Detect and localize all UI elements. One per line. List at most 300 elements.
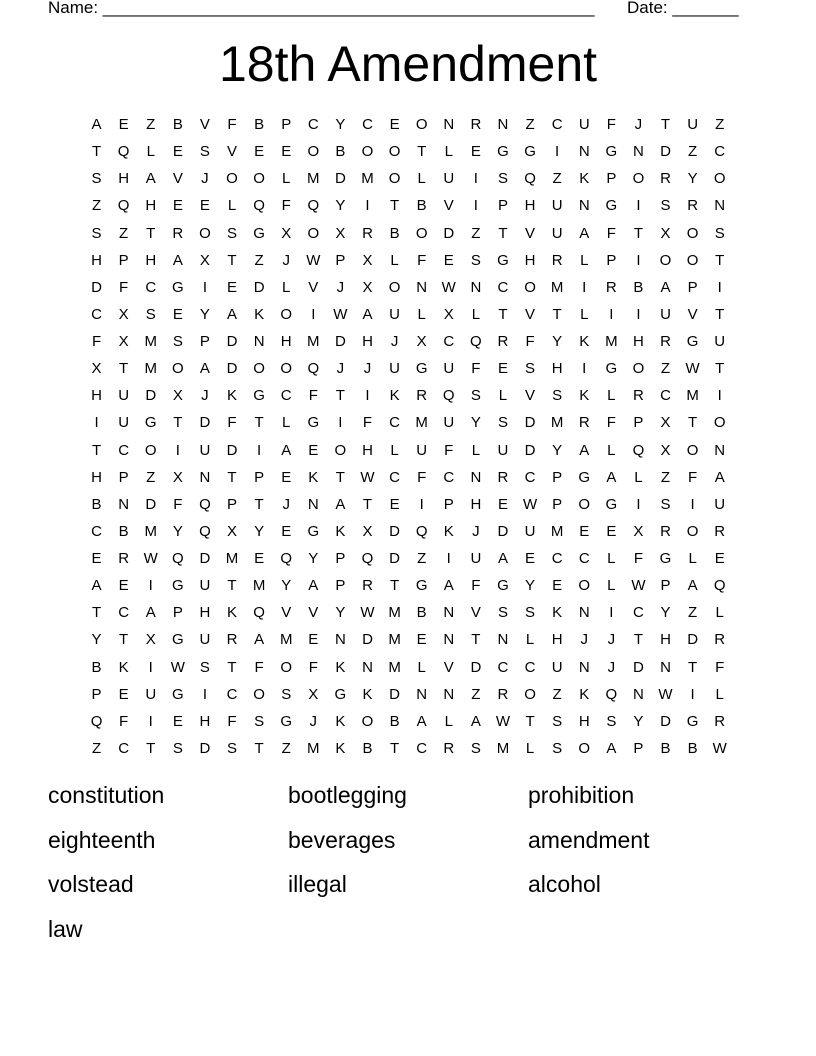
grid-letter: R xyxy=(497,468,509,486)
grid-letter: R xyxy=(362,224,373,242)
grid-letter: M xyxy=(279,631,293,649)
grid-letter: I xyxy=(338,414,343,432)
grid-row xyxy=(83,274,733,301)
grid-letter: I xyxy=(148,712,153,730)
grid-letter: N xyxy=(443,631,455,649)
grid-letter: A xyxy=(606,468,617,486)
grid-letter: V xyxy=(525,387,536,405)
grid-letter: O xyxy=(578,495,591,513)
grid-letter: B xyxy=(362,739,373,757)
grid-letter: G xyxy=(605,197,618,215)
grid-letter: A xyxy=(579,224,590,242)
grid-letter: Q xyxy=(470,333,482,350)
grid-row xyxy=(83,545,733,572)
grid-letter: N xyxy=(334,631,346,649)
grid-letter: X xyxy=(199,251,210,269)
grid-letter: T xyxy=(254,495,264,513)
grid-letter: O xyxy=(713,414,726,432)
grid-letter: N xyxy=(199,468,211,486)
grid-letter: F xyxy=(633,550,643,567)
grid-letter: E xyxy=(281,143,292,161)
grid-letter: Q xyxy=(199,522,211,540)
grid-letter: Y xyxy=(172,522,183,540)
grid-letter: B xyxy=(389,224,400,242)
grid-letter: Z xyxy=(91,197,102,215)
grid-letter: M xyxy=(686,387,699,405)
grid-letter: A xyxy=(91,116,102,133)
grid-letter: Z xyxy=(281,739,291,757)
grid-letter: J xyxy=(607,631,616,649)
grid-letter: O xyxy=(686,251,699,269)
grid-letter: P xyxy=(552,468,563,486)
grid-letter: X xyxy=(145,631,156,649)
grid-letter: H xyxy=(91,251,102,269)
grid-letter: C xyxy=(91,522,102,540)
grid-letter: W xyxy=(658,685,673,703)
grid-letter: D xyxy=(199,414,211,432)
grid-letter: X xyxy=(281,224,292,242)
grid-letter: G xyxy=(253,387,265,405)
grid-row xyxy=(83,165,733,192)
grid-letter: C xyxy=(118,739,130,757)
grid-letter: V xyxy=(281,604,292,622)
grid-letter: B xyxy=(172,116,183,133)
grid-row xyxy=(83,382,733,409)
grid-letter: O xyxy=(578,739,591,757)
grid-letter: N xyxy=(497,116,509,133)
grid-letter: O xyxy=(280,305,293,323)
grid-letter: T xyxy=(660,116,671,133)
grid-letter: I xyxy=(690,495,695,513)
grid-letter: N xyxy=(497,631,509,649)
grid-letter: P xyxy=(606,251,617,269)
grid-letter: T xyxy=(417,143,427,161)
grid-letter: J xyxy=(580,631,588,649)
grid-letter: N xyxy=(714,197,726,215)
grid-letter: Y xyxy=(308,550,319,567)
grid-letter: G xyxy=(605,360,618,378)
grid-letter: S xyxy=(470,251,481,269)
grid-letter: V xyxy=(687,305,698,323)
grid-letter: X xyxy=(633,522,644,540)
grid-letter: F xyxy=(444,441,454,459)
grid-letter: L xyxy=(444,712,453,730)
grid-letter: V xyxy=(308,278,319,296)
grid-letter: T xyxy=(498,305,508,323)
grid-letter: M xyxy=(252,577,266,595)
grid-letter: X xyxy=(308,685,319,703)
grid-letter: R xyxy=(172,224,184,242)
grid-letter: Q xyxy=(253,197,265,215)
grid-letter: B xyxy=(687,739,698,757)
grid-letter: O xyxy=(334,441,347,459)
grid-letter: Q xyxy=(117,143,130,161)
grid-letter: T xyxy=(552,305,562,323)
grid-row xyxy=(83,518,733,545)
grid-letter: N xyxy=(443,604,455,622)
grid-letter: H xyxy=(578,712,590,730)
grid-letter: I xyxy=(365,197,370,215)
grid-letter: L xyxy=(146,143,155,161)
grid-letter: I xyxy=(690,685,695,703)
grid-letter: R xyxy=(714,712,726,730)
grid-letter: K xyxy=(579,170,590,188)
grid-letter: X xyxy=(362,278,373,296)
grid-letter: O xyxy=(632,170,645,188)
grid-letter: C xyxy=(551,116,563,133)
grid-letter: D xyxy=(633,658,644,676)
grid-letter: G xyxy=(686,333,699,350)
grid-letter: G xyxy=(686,712,699,730)
word-list-item: illegal xyxy=(288,871,347,897)
grid-letter: E xyxy=(281,468,292,486)
grid-letter: I xyxy=(473,170,478,188)
grid-letter: S xyxy=(660,197,671,215)
grid-letter: G xyxy=(605,143,618,161)
word-list-item: volstead xyxy=(48,871,134,897)
grid-letter: S xyxy=(470,739,481,757)
grid-letter: J xyxy=(607,658,616,676)
grid-letter: D xyxy=(145,495,157,513)
grid-letter: B xyxy=(660,739,671,757)
grid-letter: S xyxy=(254,712,265,730)
grid-letter: W xyxy=(306,251,321,269)
grid-row xyxy=(83,437,733,464)
grid-row xyxy=(83,654,733,681)
grid-letter: E xyxy=(389,495,400,513)
grid-letter: I xyxy=(311,305,316,323)
grid-letter: R xyxy=(660,333,671,350)
grid-letter: N xyxy=(443,685,455,703)
grid-letter: M xyxy=(307,333,320,350)
word-list-row xyxy=(48,777,768,822)
grid-letter: G xyxy=(524,143,536,161)
grid-letter: C xyxy=(226,685,238,703)
grid-letter: E xyxy=(227,278,238,296)
grid-letter: X xyxy=(660,441,671,459)
grid-letter: U xyxy=(389,360,400,378)
grid-letter: O xyxy=(524,278,536,296)
grid-letter: L xyxy=(715,685,724,703)
grid-letter: S xyxy=(497,170,508,188)
grid-letter: W xyxy=(143,550,158,567)
grid-letter: N xyxy=(118,495,130,513)
grid-letter: S xyxy=(552,739,563,757)
grid-letter: K xyxy=(254,305,265,323)
grid-letter: L xyxy=(607,387,616,405)
grid-letter: I xyxy=(717,278,722,296)
grid-letter: I xyxy=(175,441,180,459)
grid-letter: U xyxy=(687,116,699,133)
grid-letter: Q xyxy=(90,712,103,730)
grid-letter: H xyxy=(145,197,157,215)
grid-letter: D xyxy=(226,333,238,350)
grid-letter: Q xyxy=(307,197,320,215)
grid-letter: L xyxy=(607,577,616,595)
grid-letter: D xyxy=(660,143,671,161)
grid-letter: L xyxy=(282,414,291,432)
grid-letter: R xyxy=(633,387,644,405)
grid-letter: X xyxy=(362,251,373,269)
grid-letter: T xyxy=(227,577,237,595)
grid-letter: O xyxy=(632,360,645,378)
grid-letter: Z xyxy=(688,143,698,161)
grid-letter: O xyxy=(253,170,265,188)
grid-letter: A xyxy=(308,577,319,595)
grid-letter: F xyxy=(471,577,481,595)
grid-letter: N xyxy=(416,685,428,703)
grid-letter: G xyxy=(171,685,184,703)
grid-letter: G xyxy=(334,685,347,703)
grid-letter: K xyxy=(308,468,319,486)
grid-letter: C xyxy=(443,333,455,350)
grid-letter: S xyxy=(172,739,183,757)
grid-letter: U xyxy=(551,658,563,676)
grid-letter: S xyxy=(91,170,102,188)
grid-letter: U xyxy=(551,197,563,215)
grid-letter: I xyxy=(609,604,614,622)
grid-letter: A xyxy=(199,360,210,378)
grid-letter: P xyxy=(633,739,644,757)
grid-letter: L xyxy=(580,305,589,323)
grid-letter: X xyxy=(227,522,238,540)
grid-letter: L xyxy=(282,278,291,296)
grid-letter: Z xyxy=(715,116,725,133)
grid-letter: Z xyxy=(91,739,102,757)
grid-letter: L xyxy=(607,441,616,459)
grid-letter: I xyxy=(717,387,722,405)
grid-letter: T xyxy=(173,414,183,432)
grid-letter: M xyxy=(361,170,374,188)
grid-letter: Y xyxy=(687,170,698,188)
grid-letter: D xyxy=(226,360,238,378)
grid-letter: N xyxy=(578,197,590,215)
grid-letter: P xyxy=(497,197,508,215)
grid-letter: S xyxy=(227,224,238,242)
grid-letter: N xyxy=(660,658,671,676)
grid-letter: E xyxy=(470,143,481,161)
grid-letter: M xyxy=(307,170,320,188)
grid-letter: G xyxy=(605,495,618,513)
grid-letter: A xyxy=(660,278,671,296)
grid-letter: N xyxy=(633,685,644,703)
word-list xyxy=(48,777,768,955)
grid-letter: U xyxy=(118,387,130,405)
grid-letter: X xyxy=(416,333,427,350)
word-search-grid xyxy=(83,111,733,762)
grid-letter: D xyxy=(226,441,238,459)
grid-letter: X xyxy=(118,333,129,350)
grid-letter: I xyxy=(582,278,587,296)
grid-letter: R xyxy=(497,333,509,350)
grid-letter: G xyxy=(253,224,265,242)
grid-letter: P xyxy=(118,468,129,486)
grid-letter: Q xyxy=(442,387,455,405)
grid-letter: E xyxy=(254,143,265,161)
grid-letter: S xyxy=(199,143,210,161)
grid-letter: O xyxy=(524,685,536,703)
grid-row xyxy=(83,192,733,219)
grid-letter: H xyxy=(633,333,644,350)
grid-letter: D xyxy=(334,333,346,350)
grid-letter: I xyxy=(555,143,560,161)
grid-letter: R xyxy=(660,522,671,540)
grid-row xyxy=(83,464,733,491)
grid-letter: I xyxy=(446,550,451,567)
grid-letter: U xyxy=(578,116,590,133)
grid-letter: Z xyxy=(552,170,562,188)
grid-letter: G xyxy=(171,278,184,296)
grid-letter: W xyxy=(631,577,646,595)
grid-letter: K xyxy=(579,685,590,703)
grid-letter: C xyxy=(389,414,400,432)
grid-letter: Y xyxy=(552,333,563,350)
grid-letter: G xyxy=(307,522,320,540)
grid-row xyxy=(83,409,733,436)
grid-letter: S xyxy=(606,712,617,730)
grid-letter: U xyxy=(199,577,211,595)
grid-letter: G xyxy=(659,550,672,567)
grid-row xyxy=(83,491,733,518)
grid-letter: T xyxy=(715,360,725,378)
grid-letter: D xyxy=(497,522,509,540)
grid-letter: A xyxy=(443,577,454,595)
grid-letter: E xyxy=(172,143,183,161)
grid-letter: P xyxy=(118,251,129,269)
word-list-item: amendment xyxy=(528,826,650,853)
grid-letter: X xyxy=(91,360,102,378)
grid-letter: S xyxy=(281,685,292,703)
grid-letter: O xyxy=(307,143,320,161)
grid-letter: Q xyxy=(171,550,184,567)
grid-letter: L xyxy=(607,550,616,567)
grid-row xyxy=(83,599,733,626)
grid-letter: R xyxy=(470,116,482,133)
grid-letter: A xyxy=(281,441,292,459)
grid-letter: B xyxy=(254,116,265,133)
grid-letter: H xyxy=(551,360,563,378)
grid-letter: J xyxy=(390,333,399,350)
grid-letter: B xyxy=(118,522,129,540)
grid-letter: N xyxy=(633,143,644,161)
grid-letter: Q xyxy=(605,685,618,703)
grid-letter: T xyxy=(227,468,237,486)
grid-row xyxy=(83,301,733,328)
grid-letter: Z xyxy=(119,224,129,242)
grid-letter: N xyxy=(253,333,265,350)
grid-letter: F xyxy=(254,658,264,676)
grid-letter: D xyxy=(334,170,346,188)
grid-letter: S xyxy=(660,495,671,513)
grid-letter: I xyxy=(636,197,641,215)
grid-letter: Y xyxy=(335,604,346,622)
grid-letter: O xyxy=(226,170,238,188)
grid-letter: E xyxy=(172,197,183,215)
grid-letter: O xyxy=(171,360,184,378)
grid-letter: P xyxy=(254,468,265,486)
grid-letter: M xyxy=(144,522,157,540)
grid-letter: A xyxy=(172,251,183,269)
grid-letter: V xyxy=(172,170,183,188)
grid-letter: P xyxy=(687,278,698,296)
grid-letter: O xyxy=(307,224,320,242)
grid-letter: A xyxy=(714,468,725,486)
grid-letter: B xyxy=(91,495,102,513)
grid-letter: Q xyxy=(415,522,428,540)
grid-letter: A xyxy=(91,577,102,595)
grid-letter: O xyxy=(578,577,591,595)
grid-row xyxy=(83,626,733,653)
grid-letter: T xyxy=(91,143,102,161)
grid-letter: V xyxy=(470,604,481,622)
grid-letter: W xyxy=(360,604,375,622)
grid-letter: E xyxy=(172,712,183,730)
grid-letter: W xyxy=(360,468,375,486)
grid-letter: Y xyxy=(525,577,536,595)
grid-letter: H xyxy=(362,333,373,350)
grid-letter: E xyxy=(552,577,563,595)
grid-letter: C xyxy=(416,739,428,757)
grid-letter: B xyxy=(91,658,102,676)
grid-letter: T xyxy=(525,712,535,730)
grid-letter: H xyxy=(470,495,482,513)
grid-letter: O xyxy=(686,522,699,540)
grid-letter: N xyxy=(470,278,482,296)
grid-letter: Z xyxy=(417,550,427,567)
grid-letter: J xyxy=(336,278,345,296)
grid-letter: H xyxy=(199,712,211,730)
grid-letter: O xyxy=(280,360,293,378)
grid-letter: T xyxy=(91,441,102,459)
grid-letter: T xyxy=(254,414,264,432)
grid-letter: D xyxy=(389,522,400,540)
grid-letter: F xyxy=(308,387,318,405)
grid-letter: N xyxy=(362,658,373,676)
grid-letter: Z xyxy=(525,116,535,133)
grid-letter: O xyxy=(253,360,265,378)
grid-letter: P xyxy=(335,550,346,567)
grid-letter: E xyxy=(579,522,590,540)
grid-letter: A xyxy=(687,577,698,595)
grid-letter: V xyxy=(308,604,319,622)
name-field: Name: ____________________________________________________ xyxy=(48,0,595,17)
grid-letter: R xyxy=(714,522,726,540)
grid-letter: D xyxy=(91,278,102,296)
grid-letter: L xyxy=(390,441,399,459)
grid-letter: I xyxy=(582,360,587,378)
grid-letter: Y xyxy=(660,604,671,622)
grid-letter: H xyxy=(660,631,671,649)
grid-letter: L xyxy=(580,251,589,269)
grid-letter: A xyxy=(145,170,156,188)
grid-letter: K xyxy=(579,387,590,405)
grid-letter: C xyxy=(307,116,319,133)
grid-letter: S xyxy=(145,305,156,323)
grid-letter: Y xyxy=(470,414,481,432)
word-list-row xyxy=(48,911,768,956)
grid-letter: U xyxy=(199,631,211,649)
grid-letter: J xyxy=(472,522,480,540)
grid-letter: E xyxy=(497,360,508,378)
grid-letter: M xyxy=(307,739,320,757)
grid-row xyxy=(83,220,733,247)
word-list-item: beverages xyxy=(288,826,396,853)
grid-letter: E xyxy=(199,197,210,215)
grid-letter: G xyxy=(415,577,428,595)
grid-letter: Y xyxy=(552,441,563,459)
grid-letter: S xyxy=(172,333,183,350)
grid-letter: Z xyxy=(660,468,671,486)
